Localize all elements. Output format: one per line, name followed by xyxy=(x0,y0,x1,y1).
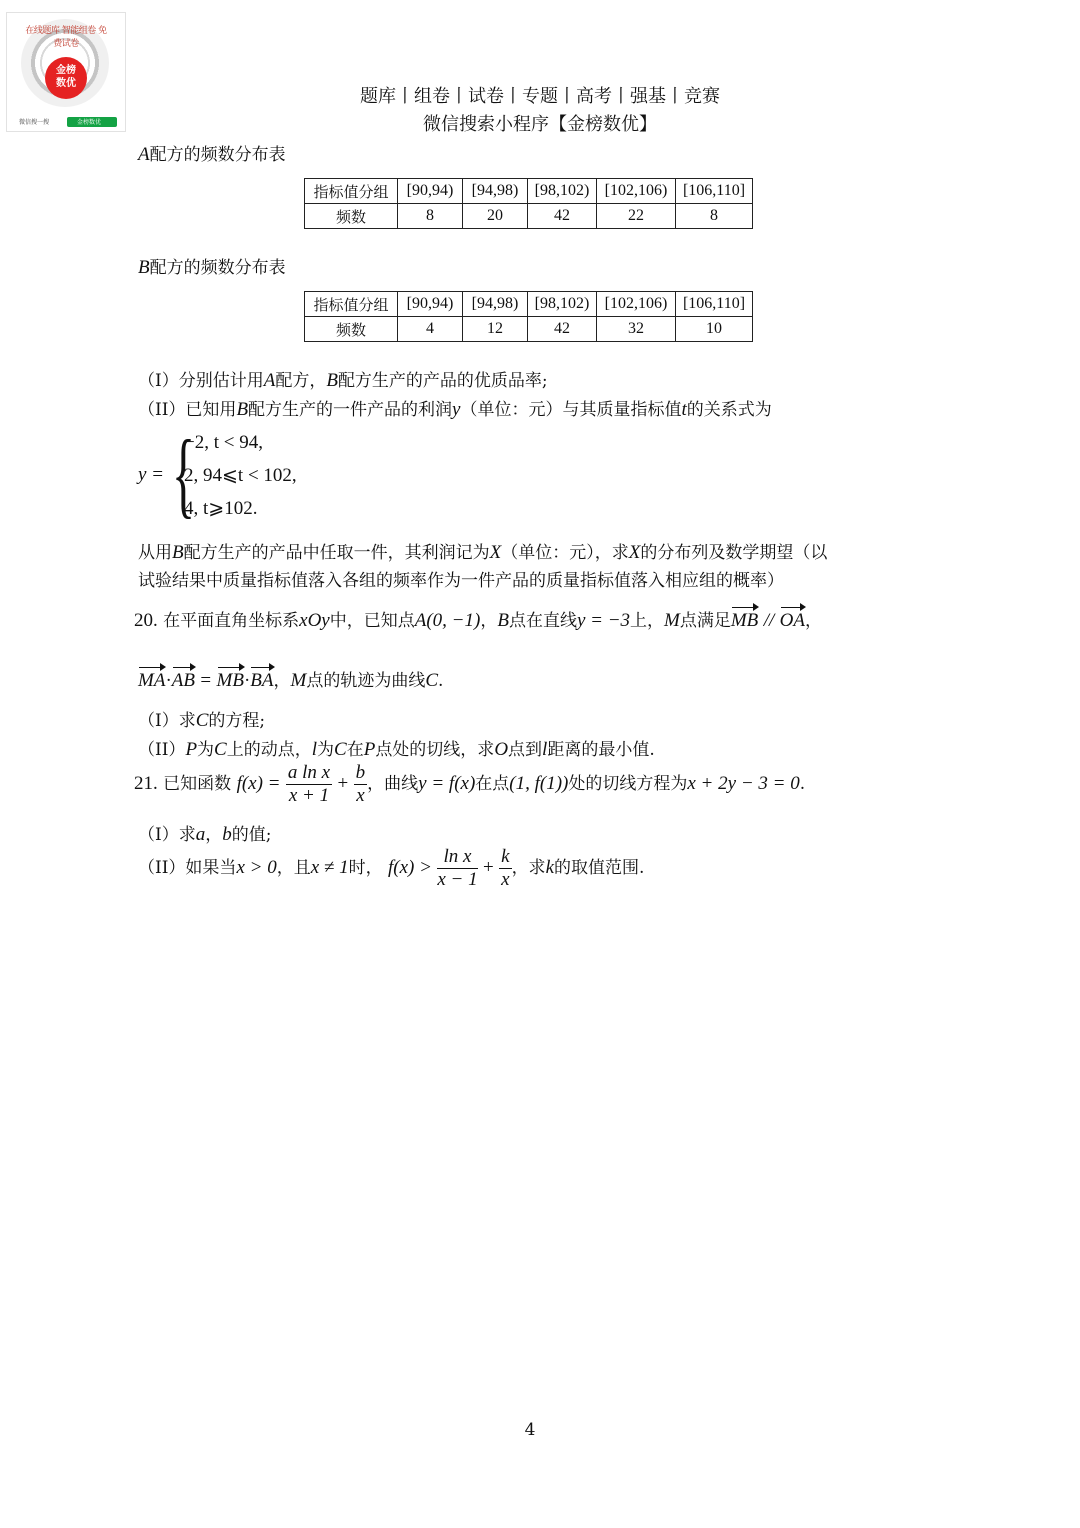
text: 中，已知点 xyxy=(329,611,415,631)
var-m: M xyxy=(664,610,680,631)
var-t: t xyxy=(681,399,687,420)
equals-sign: = xyxy=(200,670,212,691)
q19-part2 xyxy=(138,395,772,421)
tangent-eq: x + 2y − 3 = 0 xyxy=(687,773,800,794)
table-a xyxy=(304,178,753,229)
table-a-title xyxy=(138,140,286,166)
text: （I）求 xyxy=(138,711,196,731)
fraction xyxy=(437,846,477,891)
text: （单位：元）与其质量指标值 xyxy=(460,400,682,420)
table-a-row-head: 指标值分组 xyxy=(305,179,398,204)
text: （II）如果当 xyxy=(138,858,237,878)
text: 从用 xyxy=(138,543,172,563)
text: ，且 xyxy=(276,858,311,878)
fraction-denominator: x − 1 xyxy=(437,869,478,890)
fraction-denominator: x xyxy=(356,785,365,806)
var-y: y xyxy=(452,399,461,420)
fraction xyxy=(499,846,511,891)
table-a-group: [94,98) xyxy=(463,179,528,204)
table-a-count: 22 xyxy=(597,204,676,229)
var-c: C xyxy=(425,670,439,691)
text: （I）分别估计用 xyxy=(138,371,264,391)
q21-part1 xyxy=(138,820,271,846)
q20-part2 xyxy=(138,735,655,761)
logo-badge-line2: 数优 xyxy=(56,78,76,89)
table-b-group: [102,106) xyxy=(597,292,676,317)
header-line1: 题库丨组卷丨试卷丨专题丨高考丨强基丨竞赛 xyxy=(360,86,720,107)
text: ，求 xyxy=(511,858,546,878)
condition: x ≠ 1 xyxy=(310,857,349,878)
text: . xyxy=(799,774,806,794)
piecewise-case3: 4, t⩾102. xyxy=(184,498,258,519)
text: 配方， xyxy=(275,371,327,391)
q19-part3-line2: 试验结果中质量指标值落入各组的频率作为一件产品的质量指标值落入相应组的概率） xyxy=(138,571,784,591)
text: 的分布列及数学期望（以 xyxy=(640,543,828,563)
var-b: B xyxy=(236,399,249,420)
text: 点满足 xyxy=(679,611,731,631)
fraction-numerator: k xyxy=(501,846,510,867)
text: 为 xyxy=(317,740,335,760)
table-b-var: B xyxy=(138,257,150,278)
table-a-var: A xyxy=(138,144,150,165)
var-m: M xyxy=(290,670,307,691)
text: 的取值范围. xyxy=(554,858,645,878)
text: 的方程; xyxy=(208,711,266,731)
text: 配方生产的产品的优质品率; xyxy=(337,371,548,391)
table-b-row-count: 频数 xyxy=(305,317,398,342)
piecewise-case1: −2, t < 94, xyxy=(184,432,263,453)
table-row xyxy=(305,179,753,204)
vector-ba: BA xyxy=(250,670,274,691)
q21-part2 xyxy=(138,846,644,891)
fraction-numerator: a ln x xyxy=(287,762,331,783)
line-eq: y = −3 xyxy=(576,610,631,631)
question-number: 20. xyxy=(134,610,158,631)
table-a-count: 42 xyxy=(528,204,597,229)
parallel-sign: // xyxy=(763,610,775,631)
table-row xyxy=(305,292,753,317)
text: 为 xyxy=(197,740,215,760)
table-b-group: [90,94) xyxy=(398,292,463,317)
vector-mb: MB xyxy=(216,670,244,691)
text: （单位：元），求 xyxy=(501,543,629,563)
text: 配方生产的产品中任取一件，其利润记为 xyxy=(183,543,490,563)
table-b-count: 42 xyxy=(528,317,597,342)
text: （I）求 xyxy=(138,825,196,845)
table-b-count: 10 xyxy=(676,317,753,342)
var-x: X xyxy=(489,542,502,563)
var-c: C xyxy=(195,710,209,731)
vector-mb: MB xyxy=(730,610,759,631)
text: 点在直线 xyxy=(508,611,577,631)
text: ， xyxy=(480,611,498,631)
text: 在平面直角坐标系 xyxy=(163,611,300,631)
var-b: B xyxy=(326,370,338,391)
piecewise-brace: { xyxy=(172,420,196,527)
fraction xyxy=(286,762,332,807)
fraction-numerator: b xyxy=(355,762,366,783)
var-k: k xyxy=(545,857,554,878)
var-b: b xyxy=(222,824,232,845)
fraction-numerator: ln x xyxy=(437,846,477,869)
plus-sign: + xyxy=(483,857,494,878)
dot-sign: · xyxy=(165,670,172,691)
page-number: 4 xyxy=(524,1420,536,1440)
var-p: P xyxy=(185,739,198,760)
text: 在 xyxy=(346,740,364,760)
table-b-group: [94,98) xyxy=(463,292,528,317)
table-a-group: [98,102) xyxy=(528,179,597,204)
dot-sign: · xyxy=(243,670,251,691)
var-c: C xyxy=(214,739,227,760)
table-b-row-head: 指标值分组 xyxy=(305,292,398,317)
q20-line2 xyxy=(138,666,443,692)
var-b: B xyxy=(497,610,509,631)
text: 的值; xyxy=(231,825,272,845)
vector-ab: AB xyxy=(171,670,195,691)
fraction xyxy=(354,762,368,807)
vector-ma: MA xyxy=(138,670,166,691)
var-c: C xyxy=(334,739,347,760)
var-a: A xyxy=(263,370,276,391)
logo-foot-left: 微信搜一搜 xyxy=(19,119,50,126)
text: （II） xyxy=(138,740,186,760)
logo-badge-line1: 金榜 xyxy=(56,65,76,76)
table-row xyxy=(305,317,753,342)
text: 上， xyxy=(630,611,665,631)
table-b-title xyxy=(138,253,286,279)
table-b-count: 4 xyxy=(398,317,463,342)
text: ， xyxy=(273,671,291,691)
tangent-point: (1, f(1)) xyxy=(509,773,569,794)
table-row xyxy=(305,204,753,229)
table-b xyxy=(304,291,753,342)
var-p: P xyxy=(363,739,376,760)
table-a-count: 20 xyxy=(463,204,528,229)
text: 点到 xyxy=(508,740,543,760)
curve-eq: y = f(x) xyxy=(418,773,476,794)
var-xoy: xOy xyxy=(299,610,330,631)
table-a-group: [90,94) xyxy=(398,179,463,204)
table-b-group: [98,102) xyxy=(528,292,597,317)
text: 点处的切线，求 xyxy=(375,740,495,760)
text: ， xyxy=(205,825,223,845)
text: 时， xyxy=(348,858,383,878)
table-a-row-count: 频数 xyxy=(305,204,398,229)
table-b-count: 32 xyxy=(597,317,676,342)
table-a-group: [106,110] xyxy=(676,179,753,204)
table-b-title-text: 配方的频数分布表 xyxy=(149,258,286,278)
function-lhs: f(x) = xyxy=(236,773,281,794)
text: . xyxy=(438,671,444,691)
text: 的关系式为 xyxy=(686,400,772,420)
fraction-denominator: x + 1 xyxy=(288,785,330,806)
text: ，曲线 xyxy=(367,774,419,794)
text: 点的轨迹为曲线 xyxy=(306,671,426,691)
condition: x > 0 xyxy=(236,857,277,878)
table-b-group: [106,110] xyxy=(676,292,753,317)
text: 上的动点， xyxy=(226,740,312,760)
q19-part1 xyxy=(138,366,548,392)
var-a: a xyxy=(195,824,206,845)
function-lhs: f(x) > xyxy=(387,857,432,878)
point-a: A(0, −1) xyxy=(414,610,481,631)
text: 已知函数 xyxy=(163,774,232,794)
var-l: l xyxy=(311,739,318,760)
plus-sign: + xyxy=(337,773,349,794)
text: （II）已知用 xyxy=(138,400,237,420)
table-a-count: 8 xyxy=(398,204,463,229)
table-a-count: 8 xyxy=(676,204,753,229)
var-x: X xyxy=(628,542,641,563)
logo-foot-right: 金榜数优 xyxy=(77,119,102,126)
header-line2: 微信搜索小程序【金榜数优】 xyxy=(423,114,657,135)
text: 在点 xyxy=(475,774,510,794)
q20-part1 xyxy=(138,706,265,732)
text: ， xyxy=(805,611,822,631)
vector-oa: OA xyxy=(779,610,805,631)
q19-part3 xyxy=(138,538,938,564)
text: 配方生产的一件产品的利润 xyxy=(248,400,453,420)
piecewise-lhs: y = xyxy=(138,464,165,485)
var-b: B xyxy=(172,542,184,563)
logo-ring-text: 在线题库 智能组卷 免费试卷 xyxy=(25,26,107,49)
question-number: 21. xyxy=(134,773,158,794)
q21-line1 xyxy=(134,762,805,807)
var-l: l xyxy=(542,739,548,760)
text: 距离的最小值. xyxy=(547,740,655,760)
table-b-count: 12 xyxy=(463,317,528,342)
table-a-title-text: 配方的频数分布表 xyxy=(149,145,286,165)
fraction-denominator: x xyxy=(501,869,510,890)
q20-line1 xyxy=(134,606,822,632)
table-a-group: [102,106) xyxy=(597,179,676,204)
var-o: O xyxy=(494,739,509,760)
piecewise-case2: 2, 94⩽t < 102, xyxy=(184,465,297,486)
text: 处的切线方程为 xyxy=(568,774,688,794)
